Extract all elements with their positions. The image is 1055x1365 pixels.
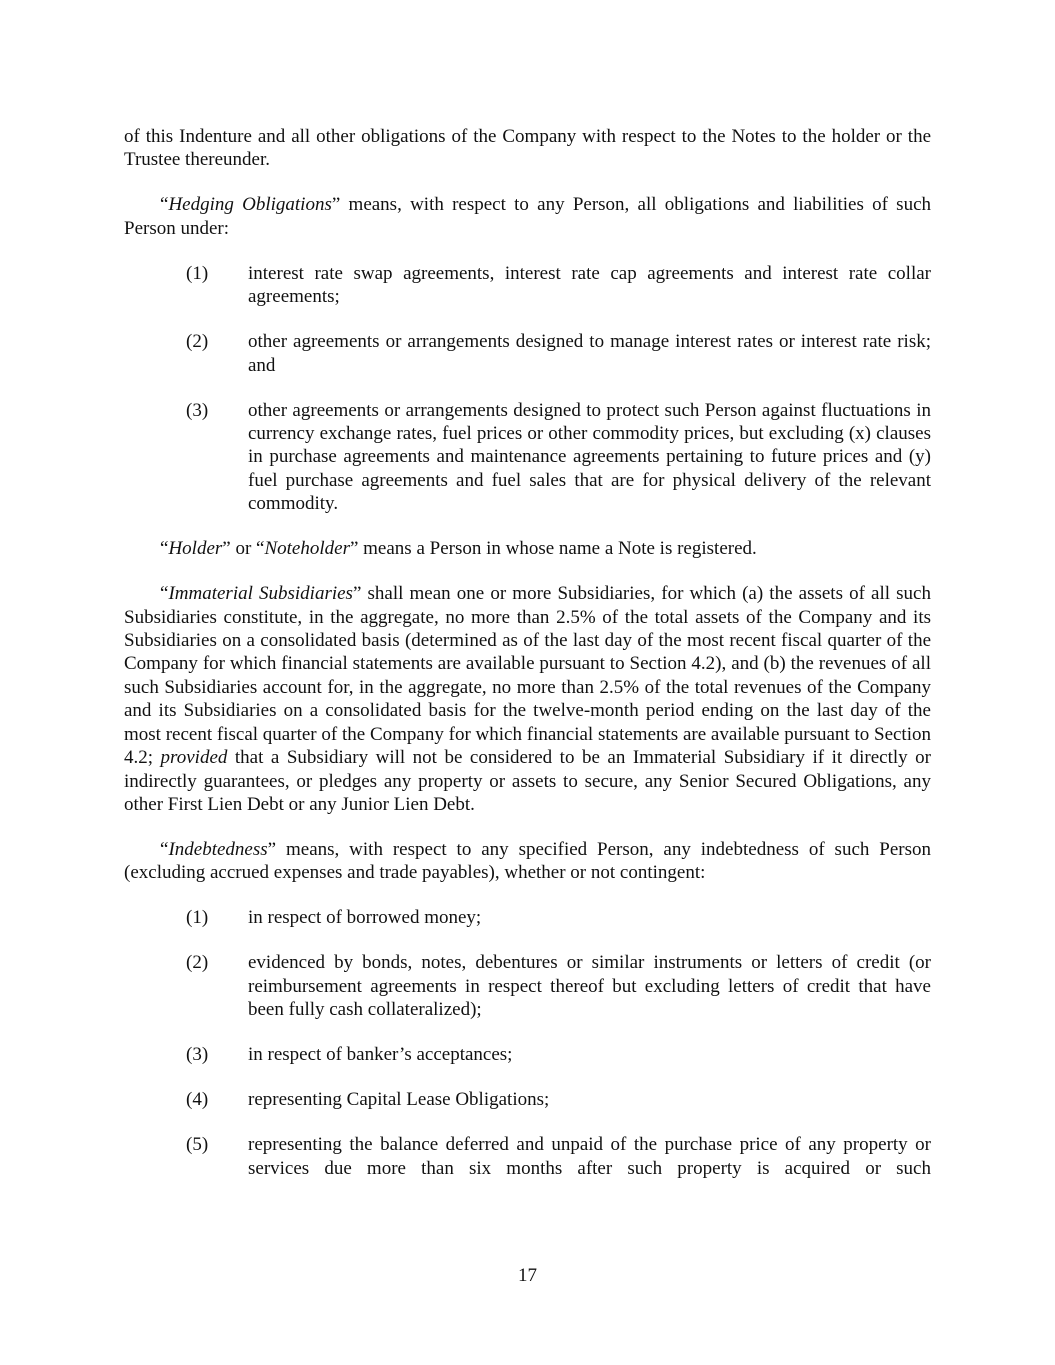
definition-immaterial-subsidiaries	[124, 582, 931, 816]
item-text: in respect of borrowed money;	[248, 907, 482, 929]
list-item	[124, 399, 931, 516]
item-number: (3)	[186, 1044, 209, 1066]
defined-term: Indebtedness	[168, 838, 268, 860]
item-text: in respect of banker’s acceptances;	[248, 1044, 513, 1066]
item-text: evidenced by bonds, notes, debentures or similar instruments or letters of credit (or reimbursement agreements in respect thereof but excluding letters of credit that have been fully cash collateralized);	[248, 952, 931, 1021]
item-text: other agreements or arrangements designed to manage interest rates or interest rate risk; and	[248, 331, 931, 376]
definition-indebtedness	[124, 838, 931, 885]
open-quote: “	[160, 194, 169, 216]
page-number: 17	[518, 1265, 537, 1286]
list-item	[124, 1088, 931, 1111]
defined-term: Hedging Obligations	[168, 194, 332, 216]
defined-term: Immaterial Subsidiaries	[168, 583, 353, 605]
item-number: (2)	[186, 331, 209, 353]
item-number: (2)	[186, 952, 209, 974]
definition-holder	[124, 537, 931, 560]
item-text: other agreements or arrangements designed to protect such Person against fluctuations in currency exchange rates, fuel prices or other commodity prices, but excluding (x) clauses in purchase agreements and maintenance agreements pertaining to future prices and (y) fuel purchase agreements and fuel sales that are for physical delivery of the relevant commodity.	[248, 399, 931, 515]
list-item	[124, 1043, 931, 1066]
connector-text: ” or “	[222, 538, 265, 560]
continuation-paragraph: of this Indenture and all other obligations of the Company with respect to the Notes to the holder or the Trustee thereunder.	[124, 126, 931, 171]
item-number: (5)	[186, 1134, 209, 1156]
item-text: interest rate swap agreements, interest rate cap agreements and interest rate collar agreements;	[248, 262, 931, 308]
list-item	[124, 1133, 931, 1180]
list-item	[124, 951, 931, 1021]
defined-term: Noteholder	[264, 538, 350, 560]
item-number: (4)	[186, 1089, 209, 1111]
italic-word: provided	[160, 747, 228, 769]
definition-hedging-obligations	[124, 193, 931, 240]
item-text: representing Capital Lease Obligations;	[248, 1089, 550, 1111]
list-item	[124, 330, 931, 377]
definition-text: ” means, with respect to any specified Person, any indebtedness of such Person (excluding accrued expenses and trade payables), whether or not contingent:	[124, 838, 931, 884]
list-item	[124, 906, 931, 929]
open-quote: “	[160, 538, 169, 560]
document-body	[124, 125, 931, 1202]
defined-term: Holder	[168, 538, 223, 560]
open-quote: “	[160, 583, 169, 605]
item-text: representing the balance deferred and unpaid of the purchase price of any property or services due more than six months after such property is acquired or such	[248, 1134, 931, 1179]
definition-text: ” means a Person in whose name a Note is registered.	[349, 538, 757, 560]
open-quote: “	[160, 838, 169, 860]
definition-text: ” means, with respect to any Person, all obligations and liabilities of such Person under:	[124, 194, 932, 239]
item-number: (1)	[186, 262, 209, 284]
list-item	[124, 262, 931, 309]
definition-text: that a Subsidiary will not be considered to be an Immaterial Subsidiary if it directly or indirectly guarantees, or pledges any property or assets to secure, any Senior Secured Obligations, any other First Lien Debt or any Junior Lien Debt.	[124, 747, 931, 815]
item-number: (3)	[186, 399, 209, 421]
item-number: (1)	[186, 907, 209, 929]
definition-text: ” shall mean one or more Subsidiaries, for which (a) the assets of all such Subsidiaries constitute, in the aggregate, no more than 2.5% of the total assets of the Company and its Subsidiaries on a consolidated basis (determined as of the last day of the most recent fiscal quarter of the Company for which financial statements are available pursuant to Section 4.2), and (b) the revenues of all such Subsidiaries account for, in the aggregate, no more than 2.5% of the total revenues of the Company and its Subsidiaries on a consolidated basis for the twelve-month period ending on the last day of the most recent fiscal quarter of the Company for which financial statements are available pursuant to Section 4.2;	[124, 583, 931, 769]
